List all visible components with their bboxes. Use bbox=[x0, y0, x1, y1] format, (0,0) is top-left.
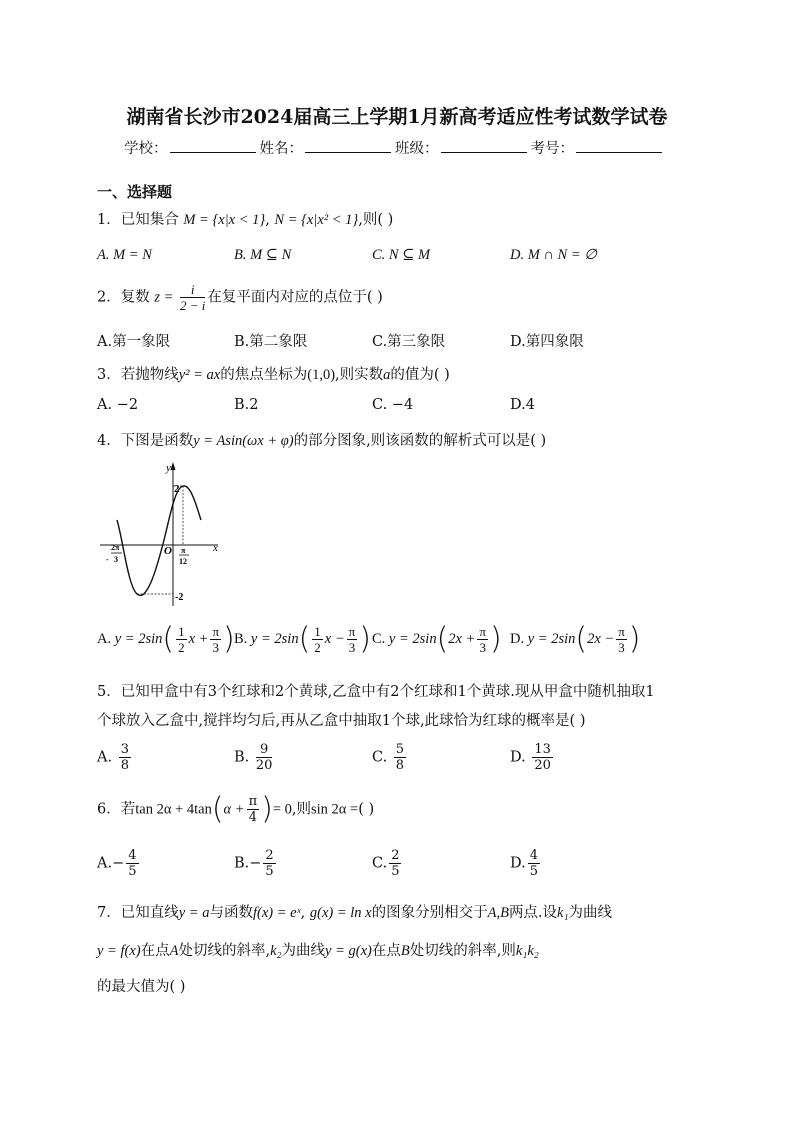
q4-c-lparen: ( bbox=[436, 621, 449, 657]
q4-c-num2: π bbox=[479, 624, 486, 639]
q6-lparen: ( bbox=[211, 791, 224, 827]
q4-d-lhs: y = 2sin bbox=[527, 630, 576, 647]
q3-option-a: A. −2 bbox=[97, 397, 139, 413]
q4-option-c bbox=[372, 621, 502, 657]
section-heading: 一、选择题 bbox=[97, 183, 173, 201]
q4-b-lhs: y = 2sin bbox=[250, 630, 299, 647]
q6-option-d bbox=[510, 848, 542, 879]
q1-set-n: N = {x|x² < 1} bbox=[274, 212, 359, 228]
q5-d-frac bbox=[532, 742, 553, 773]
question-5-line-1: 5．已知甲盒中有3个红球和2个黄球,乙盒中有2个红球和1个黄球.现从甲盒中随机抽取1 bbox=[97, 684, 655, 700]
q6-b-sign: − bbox=[249, 855, 262, 872]
q6-b-num: 2 bbox=[265, 848, 274, 863]
q6-den: 4 bbox=[248, 810, 257, 825]
q4-b-lparen: ( bbox=[298, 621, 311, 657]
class-blank bbox=[441, 140, 527, 153]
school-blank bbox=[170, 140, 256, 153]
q6-a-sign: − bbox=[112, 855, 125, 872]
q4-d-lparen: ( bbox=[575, 621, 588, 657]
x-axis-label: x bbox=[213, 542, 218, 554]
q6-ask: sin 2α = bbox=[311, 801, 359, 818]
q4-a-mid: x + bbox=[188, 630, 209, 647]
q2-fraction bbox=[180, 282, 205, 313]
q4-d-label: D. bbox=[510, 630, 525, 647]
q4-b-num: 1 bbox=[314, 624, 321, 639]
q5-a-num: 3 bbox=[120, 742, 129, 757]
question-7-line-3: 的最大值为( ) bbox=[97, 979, 186, 995]
q4-option-a bbox=[97, 621, 235, 657]
q7-k2: k₂ bbox=[270, 943, 282, 959]
y-max-label: 2 bbox=[174, 483, 180, 495]
q4-b-label: B. bbox=[234, 630, 248, 647]
q2-stem-end: 在复平面内对应的点位于( ) bbox=[207, 289, 383, 306]
q3-option-d: D.4 bbox=[510, 397, 535, 413]
q4-a-frac1 bbox=[176, 624, 187, 655]
q4-stem: 4．下图是函数 bbox=[97, 433, 194, 449]
q1-option-b: B. M ⊆ N bbox=[234, 247, 292, 263]
y-axis-label: y bbox=[166, 462, 171, 474]
q2-option-b: B.第二象限 bbox=[234, 334, 308, 350]
q5-b-num: 9 bbox=[256, 742, 273, 758]
q5-c-label: C. bbox=[372, 749, 388, 766]
question-7-line-2 bbox=[97, 939, 539, 960]
q3-option-c: C. −4 bbox=[372, 397, 414, 413]
q6-option-b bbox=[234, 848, 278, 879]
q4-a-lparen: ( bbox=[162, 621, 175, 657]
q7-line2-d: 为曲线 bbox=[281, 943, 326, 959]
q5-c-num: 5 bbox=[395, 742, 405, 757]
q6-c-num: 2 bbox=[391, 848, 400, 863]
q4-a-frac2 bbox=[210, 624, 221, 655]
q7-ab: A,B bbox=[487, 905, 509, 921]
q6-b-frac bbox=[263, 848, 275, 879]
y-min-label: -2 bbox=[175, 592, 184, 603]
q7-pb: B bbox=[400, 943, 410, 959]
q7-k1k2: k₁k₂ bbox=[515, 943, 539, 959]
x-left-den: 3 bbox=[114, 555, 118, 564]
q6-a-frac bbox=[126, 848, 138, 879]
q1-option-d: D. M ∩ N = ∅ bbox=[510, 247, 597, 263]
q1-option-a: A. M = N bbox=[97, 247, 152, 263]
student-info bbox=[124, 137, 666, 158]
sine-curve bbox=[117, 486, 201, 596]
q2-z: z = bbox=[154, 289, 174, 306]
q7-stem-c: 的图象分别相交于 bbox=[371, 905, 488, 921]
q4-c-label: C. bbox=[372, 630, 386, 647]
q5-d-num: 13 bbox=[534, 742, 551, 757]
q5-option-d bbox=[510, 742, 555, 773]
q5-a-frac bbox=[119, 742, 131, 773]
q4-a-label: A. bbox=[97, 630, 112, 647]
number-label: 考号： bbox=[530, 141, 574, 157]
q6-option-a bbox=[97, 848, 141, 879]
q6-d-den: 5 bbox=[529, 864, 538, 879]
q1-stem: 1．已知集合 bbox=[97, 212, 179, 228]
q2-option-d: D.第四象限 bbox=[510, 334, 584, 350]
q7-stem: 7．已知直线 bbox=[97, 905, 179, 921]
q7-line2-a: y = f(x) bbox=[97, 943, 141, 959]
page-title: 湖南省长沙市2024届高三上学期1月新高考适应性考试数学试卷 bbox=[126, 106, 668, 128]
x-right-num: π bbox=[181, 546, 186, 555]
question-4 bbox=[97, 429, 546, 450]
q4-b-frac2 bbox=[347, 624, 358, 655]
q6-frac bbox=[247, 794, 260, 825]
q6-inner: α + bbox=[223, 801, 245, 818]
class-label: 班级： bbox=[395, 141, 439, 157]
q4-c-frac2 bbox=[477, 624, 488, 655]
q4-func: y = Asin(ωx + φ) bbox=[193, 433, 294, 449]
q4-b-rparen: ) bbox=[359, 621, 371, 657]
q4-d-mid: 2x − bbox=[587, 630, 615, 647]
q4-d-num2: π bbox=[618, 624, 625, 639]
q7-stem-e: 为曲线 bbox=[568, 905, 613, 921]
q4-d-rparen: ) bbox=[628, 621, 641, 657]
q6-d-label: D. bbox=[510, 855, 526, 872]
q7-g: g(x) = ln x bbox=[309, 905, 372, 921]
q3-stem-c: ,则实数 bbox=[335, 367, 384, 383]
q7-f: f(x) = eˣ bbox=[252, 905, 301, 921]
q5-c-den: 8 bbox=[395, 758, 405, 773]
q7-line2-b: 在点 bbox=[140, 943, 170, 959]
q6-c-frac bbox=[389, 848, 401, 879]
number-blank bbox=[576, 140, 662, 153]
name-label: 姓名： bbox=[259, 141, 303, 157]
q6-a-den: 5 bbox=[128, 864, 137, 879]
q4-a-num2: π bbox=[212, 624, 220, 639]
q7-line2-g: 处切线的斜率,则 bbox=[409, 943, 516, 959]
q7-k1: k₁ bbox=[557, 905, 569, 921]
q4-a-den: 2 bbox=[178, 640, 185, 655]
q4-d-frac2 bbox=[616, 624, 627, 655]
q3-stem-d: 的值为( ) bbox=[390, 367, 450, 383]
q7-line2-c: 处切线的斜率, bbox=[178, 943, 271, 959]
q4-b-mid: x − bbox=[324, 630, 345, 647]
question-1: 1．已知集合 M = {x|x < 1}, N = {x|x² < 1},则( ) bbox=[97, 212, 394, 228]
q4-c-mid: 2x + bbox=[448, 630, 476, 647]
school-label: 学校： bbox=[124, 141, 168, 157]
name-blank bbox=[305, 140, 391, 153]
q5-option-c bbox=[372, 742, 408, 773]
q4-stem-b: 的部分图象,则该函数的解析式可以是( ) bbox=[293, 433, 547, 449]
q5-d-den: 20 bbox=[534, 758, 551, 773]
q6-a-num: 4 bbox=[128, 848, 137, 863]
q1-set-m: M = {x|x < 1} bbox=[183, 212, 266, 228]
q6-lhs: tan 2α + 4tan bbox=[135, 801, 212, 818]
q4-b-den2: 3 bbox=[348, 640, 356, 655]
q2-den: 2 − i bbox=[180, 298, 206, 313]
q6-b-label: B. bbox=[234, 855, 250, 872]
x-left-num: 2π bbox=[111, 543, 120, 552]
q3-stem: 3．若抛物线 bbox=[97, 367, 179, 383]
q4-b-frac1 bbox=[312, 624, 323, 655]
q3-option-b: B.2 bbox=[234, 397, 259, 413]
q5-d-label: D. bbox=[510, 749, 526, 766]
q2-stem: 2．复数 bbox=[97, 289, 150, 306]
q4-b-den: 2 bbox=[314, 640, 321, 655]
question-3 bbox=[97, 363, 450, 384]
q2-option-a: A.第一象限 bbox=[97, 334, 171, 350]
q4-c-den2: 3 bbox=[479, 640, 486, 655]
q3-point: (1,0) bbox=[307, 367, 336, 383]
q4-a-rparen: ) bbox=[223, 621, 235, 657]
q5-option-a bbox=[97, 742, 133, 773]
q3-stem-b: 的焦点坐标为 bbox=[220, 367, 308, 383]
q5-a-den: 8 bbox=[120, 758, 129, 773]
q7-line2-e: y = g(x) bbox=[325, 943, 372, 959]
q6-num: π bbox=[248, 794, 258, 809]
q5-a-label: A. bbox=[97, 749, 113, 766]
q7-stem-b: 与函数 bbox=[209, 905, 253, 921]
q6-option-c bbox=[372, 848, 403, 879]
q3-a: a bbox=[383, 367, 391, 383]
q1-option-c: C. N ⊆ M bbox=[372, 247, 431, 263]
question-6 bbox=[97, 791, 375, 827]
q2-option-c: C.第三象限 bbox=[372, 334, 446, 350]
q7-line2-f: 在点 bbox=[371, 943, 401, 959]
q6-stem: 6．若 bbox=[97, 801, 136, 818]
q6-b-den: 5 bbox=[265, 864, 274, 879]
question-7-line-1: 7．已知直线y = a与函数f(x) = eˣ, g(x) = ln x的图象分别相交于A,B两点.设k₁为曲线 bbox=[97, 905, 613, 921]
q1-stem-end: ,则( ) bbox=[358, 212, 394, 228]
q6-c-den: 5 bbox=[391, 864, 400, 879]
q4-c-lhs: y = 2sin bbox=[388, 630, 437, 647]
q6-d-frac bbox=[528, 848, 540, 879]
origin-label: O bbox=[164, 545, 172, 557]
q5-b-label: B. bbox=[234, 749, 250, 766]
q5-c-frac bbox=[394, 742, 406, 773]
q7-stem-d: 两点.设 bbox=[508, 905, 558, 921]
q6-rhs: = 0 bbox=[272, 801, 292, 818]
q7-pa: A bbox=[169, 943, 179, 959]
y-axis-arrow bbox=[171, 462, 176, 470]
q4-a-lhs: y = 2sin bbox=[114, 630, 163, 647]
question-5-line-2: 个球放入乙盒中,搅拌均匀后,再从乙盒中抽取1个球,此球恰为红球的概率是( ) bbox=[97, 713, 586, 729]
q4-d-den2: 3 bbox=[618, 640, 625, 655]
q6-stem-c: ( ) bbox=[358, 801, 375, 818]
q3-eq: y² = ax bbox=[178, 367, 221, 383]
q6-rparen: ) bbox=[261, 791, 273, 827]
q4-a-num: 1 bbox=[178, 624, 185, 639]
q6-d-num: 4 bbox=[529, 848, 538, 863]
x-left-sign: - bbox=[106, 555, 109, 564]
q6-c-label: C. bbox=[372, 855, 388, 872]
q5-b-frac bbox=[256, 742, 273, 773]
question-2 bbox=[97, 282, 383, 313]
q7-line: y = a bbox=[178, 905, 210, 921]
q5-option-b bbox=[234, 742, 274, 773]
q4-function-graph bbox=[95, 458, 230, 613]
q4-option-b bbox=[234, 621, 371, 657]
x-right-den: 12 bbox=[179, 557, 187, 566]
q5-b-den: 20 bbox=[255, 758, 273, 773]
q2-num: i bbox=[180, 282, 205, 298]
q4-c-rparen: ) bbox=[489, 621, 502, 657]
q4-b-num2: π bbox=[348, 624, 356, 639]
q4-a-den2: 3 bbox=[212, 640, 219, 655]
q6-a-label: A. bbox=[97, 855, 113, 872]
q6-stem-b: ,则 bbox=[291, 801, 311, 818]
q4-option-d bbox=[510, 621, 641, 657]
